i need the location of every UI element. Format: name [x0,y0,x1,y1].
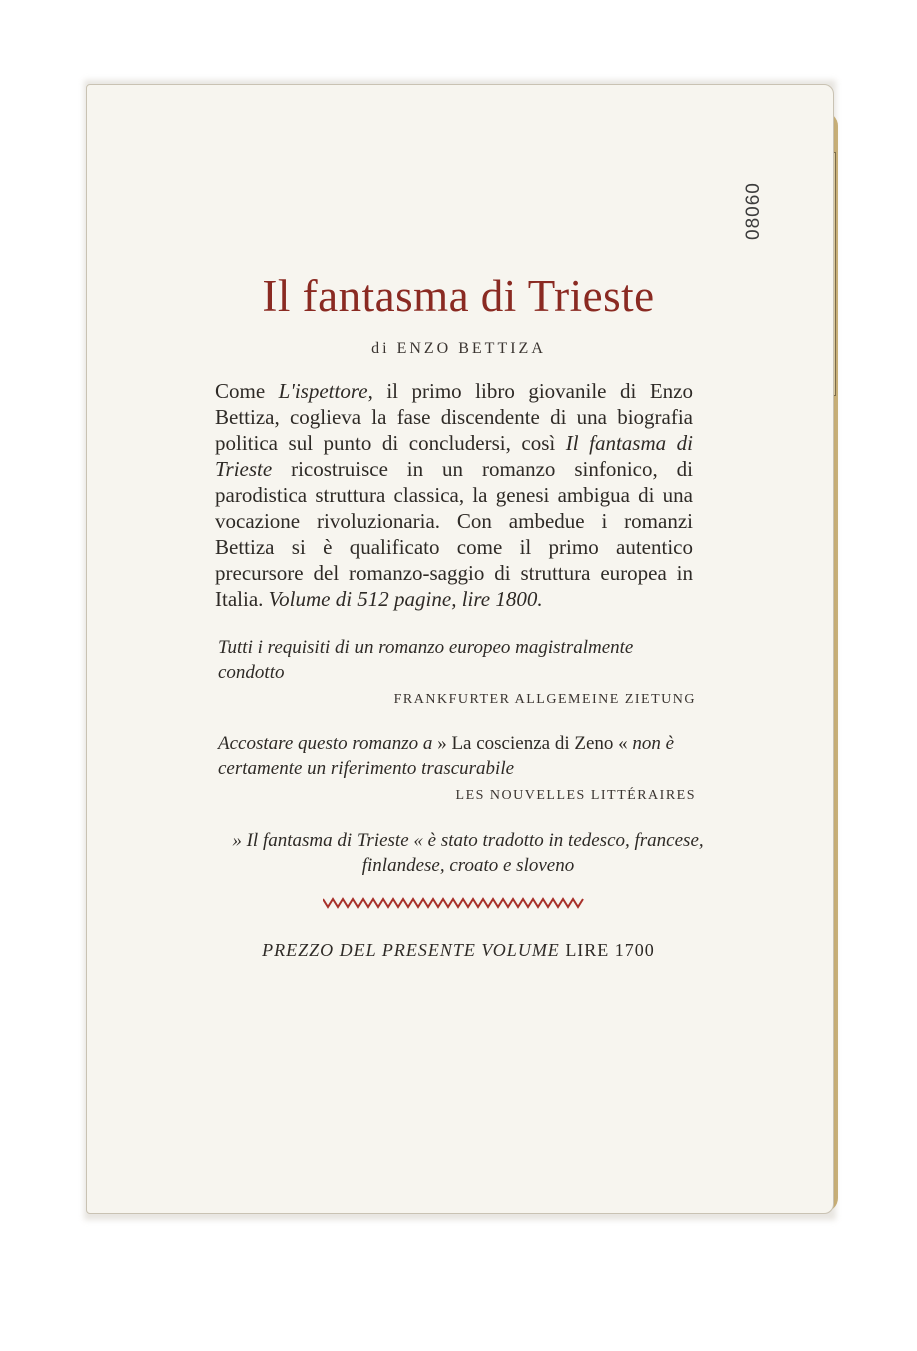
price-line [0,940,917,961]
quote-text: Tutti i requisiti di un romanzo europeo magistralmente condotto [218,637,634,683]
blurb-paragraph [215,378,693,612]
author-name: ENZO BETTIZA [396,340,546,357]
quote-text: non è certamente un riferimento trascurabile [218,733,675,779]
translation-note: » Il fantasma di Trieste « è stato tradotto in tedesco, francese, finlandese, croato e sloveno [232,830,704,876]
quote-title-reference: » La coscienza di Zeno « [432,733,633,754]
blurb-text: , il primo libro giovanile di Enzo Bettiza, coglieva la fase discendente di una biografia politica sul punto di concludersi, così [215,379,693,455]
author-prefix: di [371,340,390,357]
blurb-text: ricostruisce in un romanzo sinfonico, di parodistica struttura classica, la genesi ambigua di una vocazione rivoluzionaria. Con ambedue i romanzi Bettiza si è qualificato come il primo autentico precursore del romanzo-saggio di struttura europea in Italia. [215,457,693,611]
blurb-italic-title: L'ispettore [278,379,368,403]
price-label: PREZZO DEL PRESENTE VOLUME [262,940,560,960]
quote-source: FRANKFURTER ALLGEMEINE ZIETUNG [393,692,696,707]
blurb-volume-info: Volume di 512 pagine, lire 1800. [268,587,543,611]
price-value: LIRE 1700 [565,940,655,960]
ornament-divider [323,896,585,910]
catalog-number: 08060 [743,182,764,240]
book-title: Il fantasma di Trieste [262,271,655,321]
review-quote [218,635,696,712]
quote-source: LES NOUVELLES LITTÉRAIRES [455,788,696,803]
review-quote [218,731,696,808]
blurb-italic-title: Il fantasma di Trieste [215,431,694,481]
blurb-text: Come [215,379,279,403]
author-line [0,340,917,358]
quote-text: Accostare questo romanzo a [218,733,433,754]
